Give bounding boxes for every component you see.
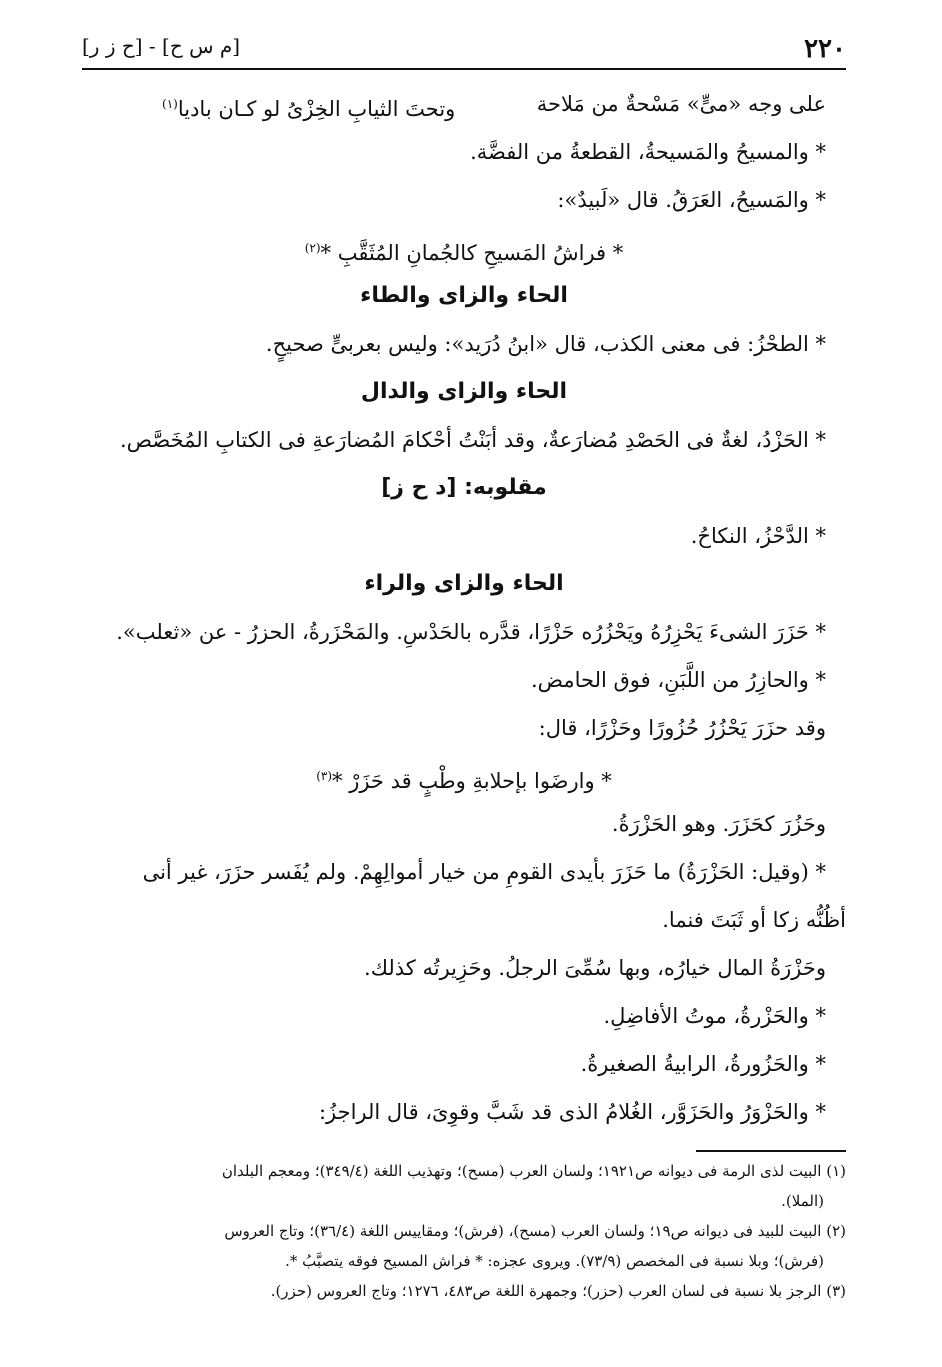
text-line: * والمسيحُ والمَسيحةُ، القطعةُ من الفضَّة. <box>470 140 826 164</box>
text-line: وقد حزَرَ يَحْزُرُ حُزُورًا وحَزْرًا، قال: <box>538 716 826 740</box>
footnote-continuation: (الملا). <box>781 1192 824 1210</box>
footnote-continuation: (فرش)؛ وبلا نسبة فى المخصص (٧٣/٩). ويروى عجزه: * فراش المسيح فوقه يتصبَّبُ *. <box>285 1252 824 1270</box>
text-line: * والمَسيحُ، العَرَقُ. قال «لَبيدٌ»: <box>557 188 826 212</box>
main-text <box>82 80 846 1136</box>
section-heading: الحاء والزاى والدال <box>360 379 568 404</box>
header-rule <box>82 68 846 70</box>
text-line: * والحازِرُ من اللَّبَنِ، فوق الحامض. <box>530 668 826 692</box>
footnote-ref: (٣) <box>316 769 333 783</box>
text-line: * والحَزُورةُ، الرابيةُ الصغيرةُ. <box>580 1052 826 1076</box>
section-heading: الحاء والزاى والطاء <box>360 283 568 308</box>
text-line: وحَزْرَةُ المال خيارُه، وبها سُمِّىَ الرجلُ. وحَزِيرتُه كذلك. <box>364 956 826 980</box>
verse-line: * وارضَوا بإحلابةِ وطْبٍ قد حَزَرْ *$^{(٣)}$ <box>316 769 612 793</box>
text-line: * حَزَرَ الشىءَ يَحْزِرُهُ ويَحْزُرُه حَزْرًا، قدَّره بالحَدْسِ. والمَحْزَرةُ، الحزرُ - عن «ثعلب». <box>116 620 826 644</box>
text-line: * الحَزْدُ، لغةٌ فى الحَصْدِ مُضارَعةٌ، وقد أبَنْتُ أحْكامَ المُضارَعةِ فى الكتابِ المُخَصَّص. <box>119 428 826 452</box>
verse-hemistich-left: وتحتَ الثيابِ الخِزْىُ لو كـان باديا$^{(١)}$ <box>162 97 456 121</box>
root-reference: [م س ح] - [ح ز ر] <box>82 34 241 58</box>
text-line: * والحَزْوَرُ والحَزَوَّر، الغُلامُ الذى قد شَبَّ وقوِىَ، قال الراجزُ: <box>318 1100 826 1124</box>
text-line: * (وقيل: الحَزْرَةُ) ما حَزَرَ بأيدى القومِ من خيار أموالِهِمْ. ولم يُفَسر حزَرَ، غير أنى <box>142 860 826 884</box>
text-line: * والحَزْرةُ، موتُ الأفاضِلِ. <box>603 1004 826 1028</box>
footnote-ref: (١) <box>162 97 178 111</box>
text-line: وحَزُرَ كحَزَرَ. وهو الحَزْرَةُ. <box>611 812 826 836</box>
text-line: * الطحْزُ: فى معنى الكذب، قال «ابنُ دُرَيد»: وليس بعربىٍّ صحيحٍ. <box>265 332 826 356</box>
footnote-ref: (٢) <box>304 241 321 255</box>
page-header <box>82 28 846 68</box>
section-heading: الحاء والزاى والراء <box>364 571 564 596</box>
footnote: (٣) الرجز بلا نسبة فى لسان العرب (حزر)؛ وجمهرة اللغة ص٤٨٣، ١٢٧٦؛ وتاج العروس (حزر). <box>270 1282 846 1300</box>
footnotes <box>82 1156 846 1306</box>
section-heading: مقلوبه: [د ح ز] <box>381 475 547 500</box>
page-number: ٢٢٠ <box>804 34 846 64</box>
footnote: (١) البيت لذى الرمة فى ديوانه ص١٩٢١؛ ولسان العرب (مسح)؛ وتهذيب اللغة (٣٤٩/٤)؛ ومعجم البلدان <box>221 1162 846 1180</box>
footnote-rule <box>696 1150 846 1152</box>
text-line: * الدَّحْزُ، النكاحُ. <box>690 524 826 548</box>
text-line: أظُنُّه زكا أو ثَبَتَ فنما. <box>662 908 846 932</box>
verse-line: * فراشُ المَسيحِ كالجُمانِ المُثَقَّبِ *$^{(٢)}$ <box>304 241 624 265</box>
verse-line <box>82 80 846 128</box>
verse-hemistich-right: على وجه «مىٍّ» مَسْحةٌ من مَلاحة <box>536 92 826 116</box>
footnote: (٢) البيت للبيد فى ديوانه ص١٩؛ ولسان العرب (مسح)، (فرش)؛ ومقاييس اللغة (٣٦/٤)؛ وتاج العروس <box>224 1222 846 1240</box>
